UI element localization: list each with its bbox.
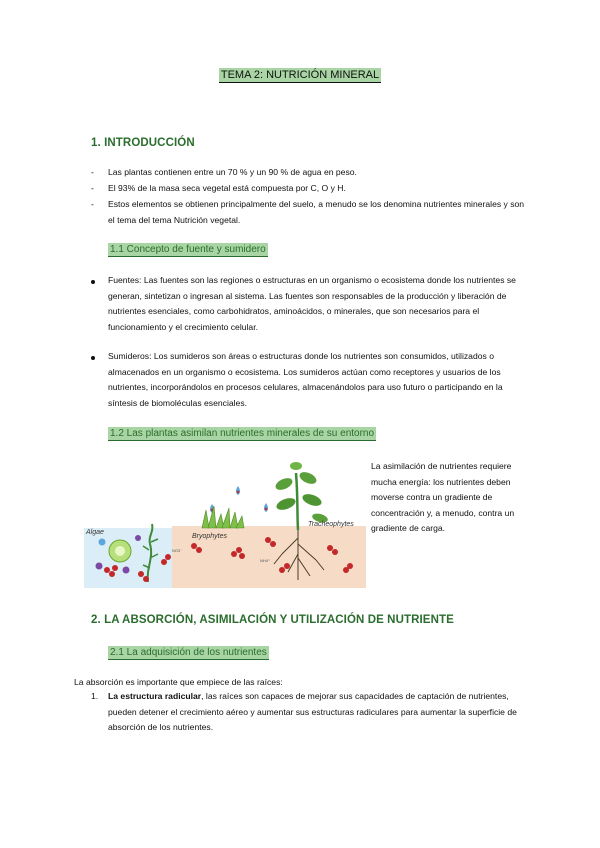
document-title: TEMA 2: NUTRICIÓN MINERAL [220,69,380,81]
bullet-dot [91,356,95,360]
algae-label: Algae [86,529,104,536]
fuentes-paragraph: Fuentes: Las fuentes son las regiones o estructuras en un organismo o ecosistema donde los nutrientes se generan, sintetizan o ingresan al sistema. Las fuentes son responsables de la producción y liberación de nutrientes esenciales, como carbohidratos, aminoácidos, o minerales, que son necesarios para el funcionamiento y el crecimiento celular. [108,275,516,332]
tracheophytes-label: Tracheophytes [308,521,354,528]
moss-icon [202,506,244,528]
intro-bullet-3: Estos elementos se obtienen principalmente del suelo, a menudo se los denomina nutrientes minerales y son el tema del tema Nutrición vegetal. [108,199,525,225]
subsection-2-1-heading: 2.1 La adquisición de los nutrientes [110,647,267,658]
subsection-1-1-heading: 1.1 Concepto de fuente y sumidero [110,244,266,255]
section-2-heading: 2. LA ABSORCIÓN, ASIMILACIÓN Y UTILIZACIÓN DE NUTRIENTE [91,614,454,626]
estructura-radicular-term: La estructura radicular [108,691,202,701]
estructura-radicular-item [108,689,526,736]
bryophytes-label: Bryophytes [192,533,228,540]
plant-nutrient-figure [84,458,366,588]
plant-icon [274,462,329,530]
section-1-heading: 1. INTRODUCCIÓN [91,137,195,149]
estructura-radicular-text: , las raíces son capaces de mejorar sus capacidades de captación de nutrientes, pueden detener el crecimiento aéreo y aumentar sus estructuras radiculares para aumentar la superficie de absorción de los nutrientes. [108,691,517,732]
sumideros-paragraph: Sumideros: Los sumideros son áreas o estructuras donde los nutrientes son consumidos, utilizados o almacenados en un organismo o ecosistema. Los sumideros actúan como receptores y usuarios de los nutrientes, incorporándolos en procesos celulares, almacenándolos para uso futuro o participando en la síntesis de biomoléculas esenciales. [108,351,503,408]
absorcion-intro: La absorción es importante que empiece de las raíces: [74,677,283,687]
intro-bullet-1: Las plantas contienen entre un 70 % y un 90 % de agua en peso. [108,167,357,177]
intro-bullet-2: El 93% de la masa seca vegetal está compuesta por C, O y H. [108,183,346,193]
subsection-1-2-heading: 1.2 Las plantas asimilan nutrientes minerales de su entorno [110,428,375,439]
list-number: 1. [91,691,99,701]
asimilacion-paragraph: La asimilación de nutrientes requiere mucha energía: los nutrientes deben moverse contra un gradiente de concentración y, a menudo, contra un gradiente de carga. [371,461,515,533]
bullet-dot [91,280,95,284]
ion-label: NO3⁻ [172,548,183,553]
water-droplet-icon [210,486,268,513]
ion-label: NH4⁺ [260,558,271,563]
